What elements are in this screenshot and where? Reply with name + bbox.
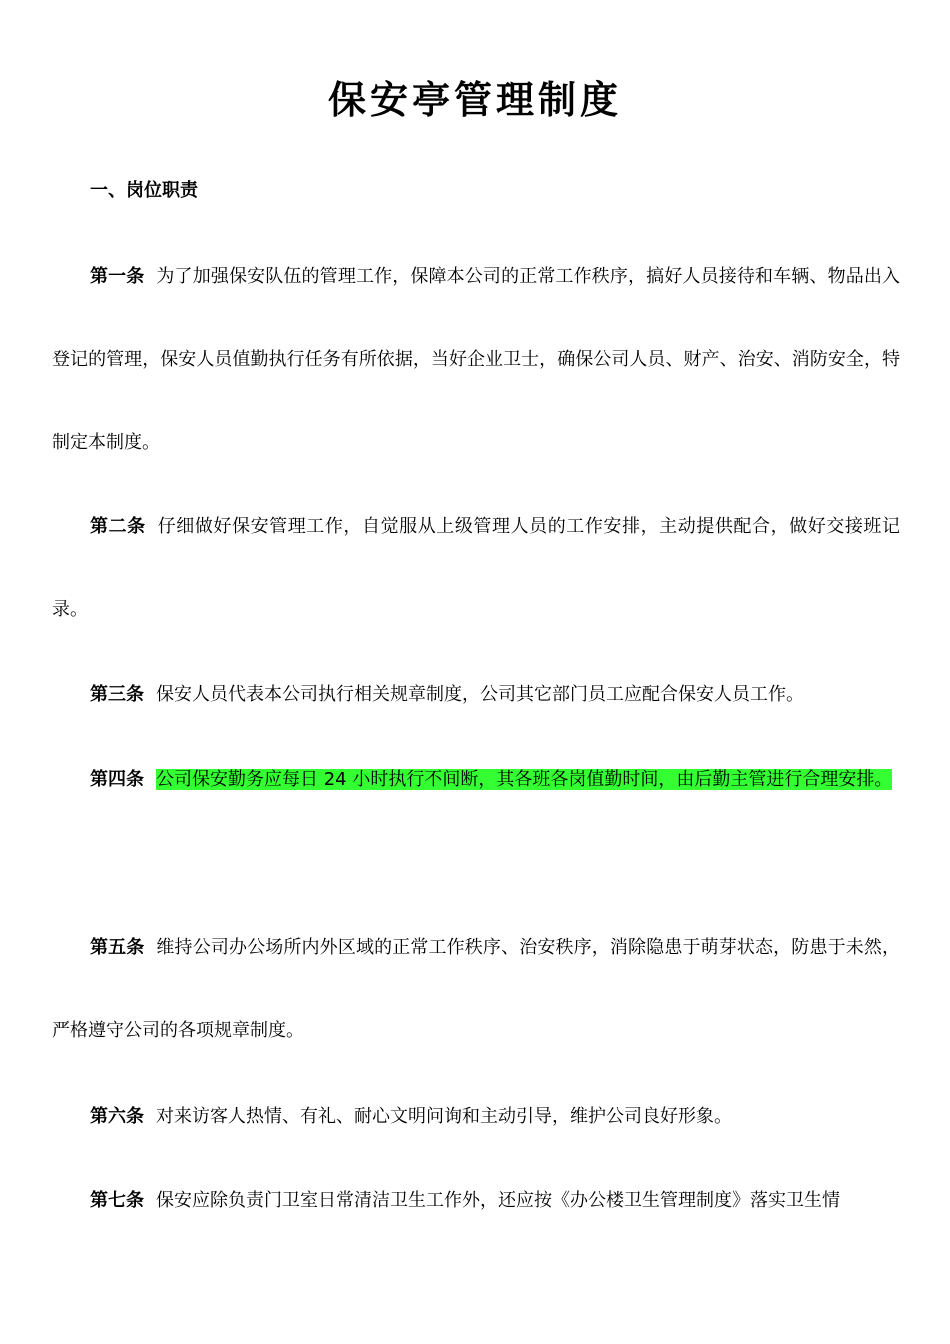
document-title: 保安亭管理制度 bbox=[327, 77, 622, 122]
article-7 bbox=[52, 1159, 900, 1242]
section-heading: 一、岗位职责 bbox=[90, 180, 198, 201]
article-label: 第五条 bbox=[90, 937, 145, 958]
article-label: 第二条 bbox=[90, 516, 146, 537]
article-text: 仔细做好保安管理工作，自觉服从上级管理人员的工作安排，主动提供配合，做好交接班记录。 bbox=[52, 516, 901, 620]
article-text: 维持公司办公场所内外区域的正常工作秩序、治安秩序，消除隐患于萌芽状态，防患于未然，严格遵守公司的各项规章制度。 bbox=[52, 937, 900, 1041]
article-label: 第七条 bbox=[90, 1190, 144, 1211]
article-text: 保安人员代表本公司执行相关规章制度，公司其它部门员工应配合保安人员工作。 bbox=[156, 684, 804, 705]
article-label: 第一条 bbox=[90, 266, 145, 287]
article-label: 第四条 bbox=[90, 769, 144, 790]
article-3 bbox=[52, 653, 900, 736]
article-5 bbox=[52, 906, 900, 1072]
article-text: 为了加强保安队伍的管理工作，保障本公司的正常工作秩序，搞好人员接待和车辆、物品出入登记的管理，保安人员值勤执行任务有所依据，当好企业卫士，确保公司人员、财产、治安、消防安全，特制定本制度。 bbox=[52, 266, 900, 453]
article-label: 第三条 bbox=[90, 684, 144, 705]
article-text: 对来访客人热情、有礼、耐心文明问询和主动引导，维护公司良好形象。 bbox=[156, 1106, 732, 1127]
article-6 bbox=[52, 1075, 900, 1158]
article-1 bbox=[52, 235, 900, 484]
article-2 bbox=[52, 485, 900, 651]
highlighted-article-text: 公司保安勤务应每日 24 小时执行不间断，其各班各岗值勤时间，由后勤主管进行合理安排。 bbox=[156, 769, 893, 790]
article-text: 保安应除负责门卫室日常清洁卫生工作外，还应按《办公楼卫生管理制度》落实卫生情 bbox=[156, 1190, 840, 1211]
article-label: 第六条 bbox=[90, 1106, 144, 1127]
article-4 bbox=[52, 738, 900, 821]
